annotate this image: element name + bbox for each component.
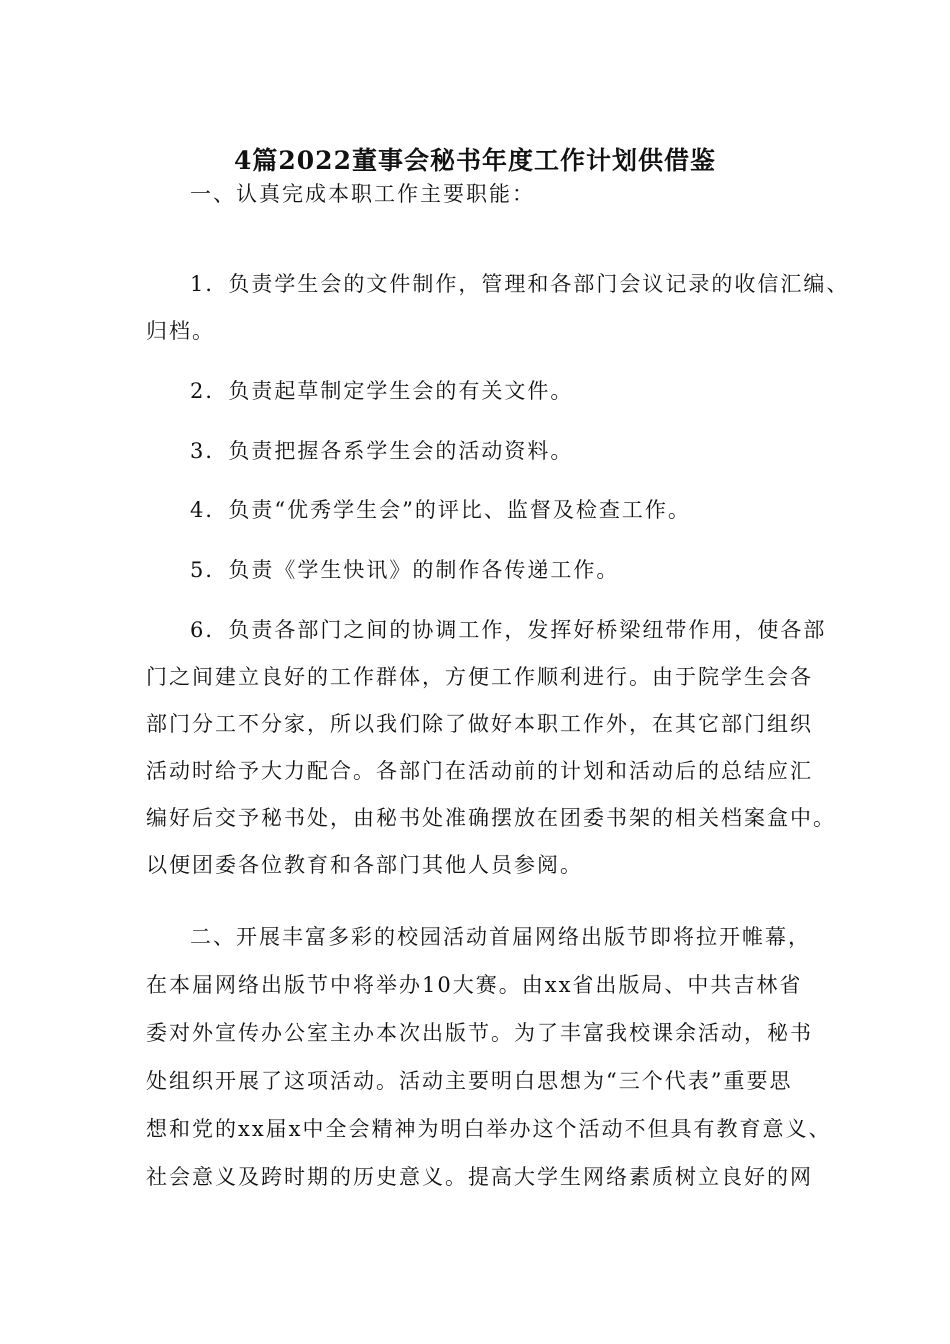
item2: 2．负责起草制定学生会的有关文件。 [190, 379, 574, 403]
section2-line2: 在本届网络出版节中将举办10大赛。由xx省出版局、中共吉林省 [146, 973, 803, 997]
section1-heading: 一、认真完成本职工作主要职能： [190, 182, 535, 206]
section2-line3: 委对外宣传办公室主办本次出版节。为了丰富我校课余活动，秘书 [146, 1021, 813, 1045]
item6-line2: 门之间建立良好的工作群体，方便工作顺利进行。由于院学生会各 [146, 665, 813, 689]
section2-line4: 处组织开展了这项活动。活动主要明白思想为“三个代表”重要思 [146, 1069, 793, 1093]
item4: 4．负责“优秀学生会”的评比、监督及检查工作。 [190, 498, 691, 522]
item6-line3: 部门分工不分家，所以我们除了做好本职工作外，在其它部门组织 [146, 712, 813, 736]
item5: 5．负责《学生快讯》的制作各传递工作。 [190, 558, 620, 582]
item3: 3．负责把握各系学生会的活动资料。 [190, 439, 574, 463]
section2-line5: 想和党的xx届x中全会精神为明白举办这个活动不但具有教育意义、 [146, 1117, 832, 1141]
document-title: 4篇2022董事会秘书年度工作计划供借鉴 [234, 146, 716, 175]
item1-line2: 归档。 [146, 319, 215, 343]
item6-line6: 以便团委各位教育和各部门其他人员参阅。 [146, 853, 583, 877]
item6-line5: 编好后交予秘书处，由秘书处准确摆放在团委书架的相关档案盒中。 [146, 806, 836, 830]
section2-line6: 社会意义及跨时期的历史意义。提高大学生网络素质树立良好的网 [146, 1165, 813, 1189]
section2-line1: 二、开展丰富多彩的校园活动首届网络出版节即将拉开帷幕， [190, 925, 811, 949]
item6-line4: 活动时给予大力配合。各部门在活动前的计划和活动后的总结应汇 [146, 759, 813, 783]
item6-line1: 6．负责各部门之间的协调工作，发挥好桥梁纽带作用，使各部 [190, 618, 827, 642]
item1-line1: 1．负责学生会的文件制作，管理和各部门会议记录的收信汇编、 [190, 272, 850, 296]
